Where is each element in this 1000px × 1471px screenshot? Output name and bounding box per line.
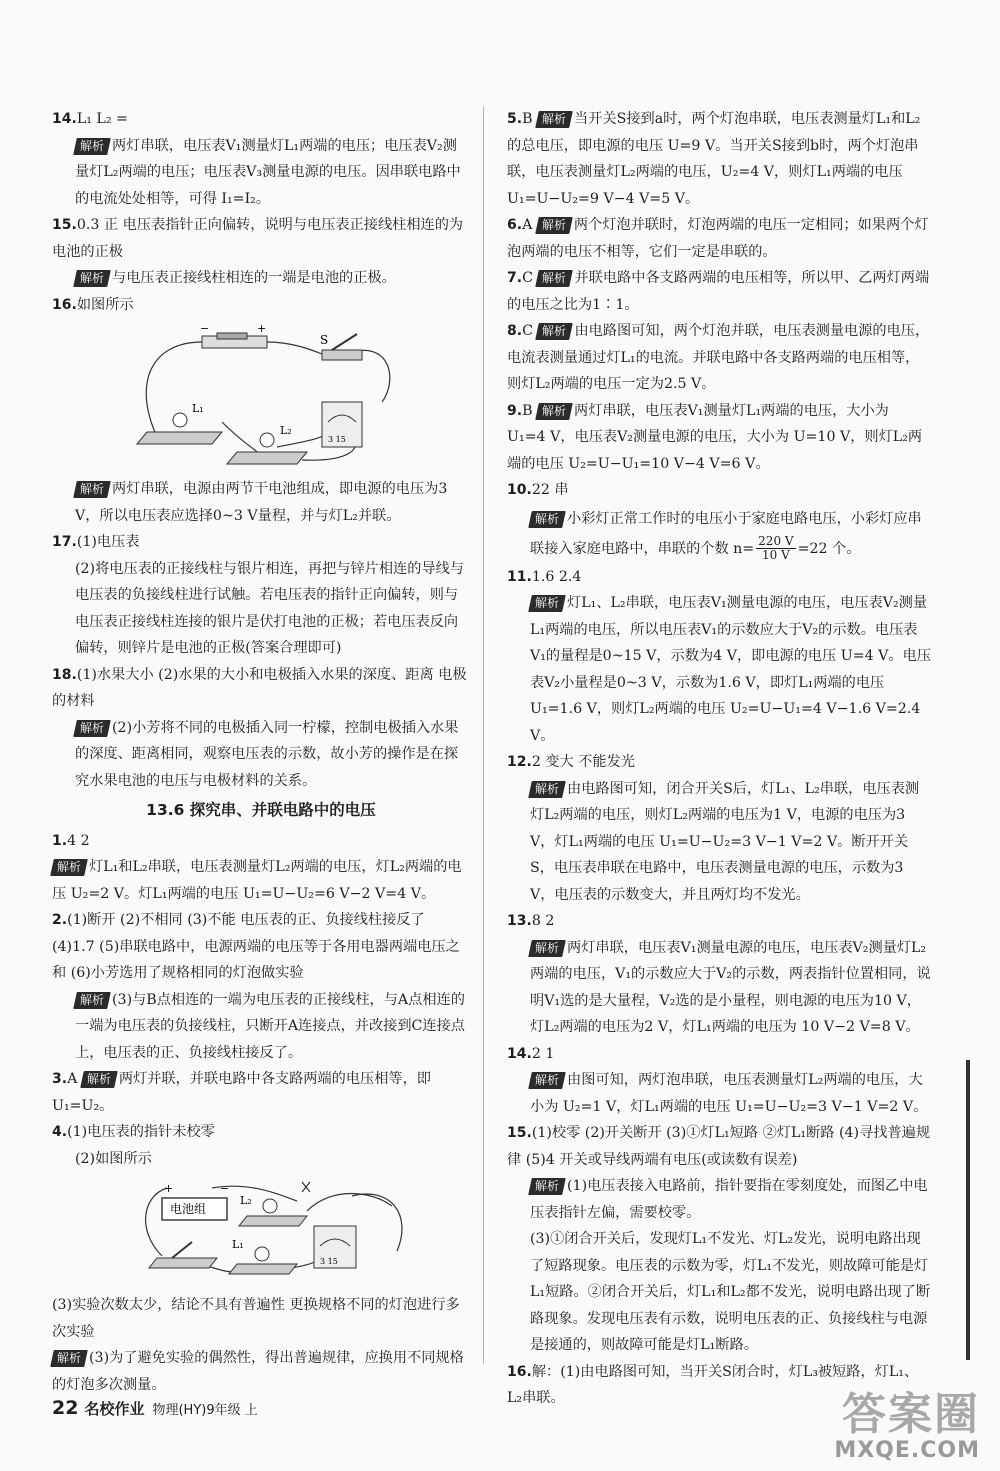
question-number: 8. bbox=[507, 323, 523, 339]
column-divider bbox=[483, 106, 484, 1364]
question-number: 16. bbox=[507, 1363, 532, 1380]
analysis-text: 小彩灯正常工作时的电压小于家庭电路电压，小彩灯应串联接入家庭电路中，串联的个数 n= bbox=[530, 510, 922, 557]
question-number: 4. bbox=[52, 1124, 68, 1140]
question-number: 2. bbox=[52, 912, 68, 928]
section-title: 13.6 探究串、并联电路中的电压 bbox=[146, 801, 376, 819]
analysis-text: (3)①闭合开关后，发现灯L₁不发光、灯L₂发光，说明电路出现了短路现象。电压表的示数为零，灯L₁不发光，则故障可能是灯L₁短路。②闭合开关后，灯L₁和L₂都不发光，说明电路出现了断路现象。发现电压表有示数，说明电压表的正、负接线柱与电源是接通的，则故障可能是灯L₁断路。 bbox=[530, 1231, 931, 1353]
analysis-badge: 解析 bbox=[536, 270, 574, 287]
question-number: 7. bbox=[507, 270, 523, 286]
answer-r6 bbox=[507, 212, 931, 265]
answer-text: 解：(1)由电路图可知，当开关S闭合时，灯L₃被短路，灯L₁、L₂串联。 bbox=[507, 1363, 919, 1406]
question-number: 3. bbox=[52, 1071, 68, 1087]
answer-s2 bbox=[52, 907, 470, 1066]
answer-s1 bbox=[52, 828, 470, 908]
analysis-text: 两灯串联，电压表V₁测量电源的电压，电压表V₂测量灯L₂两端的电压，V₁的示数应大于V₂的示数，两表指针位置相同，说明V₁选的是大量程，V₂选的是小量程，则电源的电压为10 V，灯L₂两端的电压为2 V，灯L₁两端的电压为 10 V−2 V=8 V。 bbox=[530, 939, 931, 1035]
analysis-text: (3)与B点相连的一端为电压表的正接线柱，与A点相连的一端为电压表的负接线柱，只断开A连接点，并改接到C连接点上，电压表的正、负接线柱接反了。 bbox=[75, 991, 465, 1061]
answer-15 bbox=[52, 212, 470, 292]
fig-label-L2: L₂ bbox=[280, 424, 292, 437]
fig-label-L1: L₁ bbox=[232, 1238, 244, 1251]
fig-label-meter: 3 15 bbox=[320, 1257, 338, 1266]
answer-text: (1)电压表的指针未校零 bbox=[67, 1124, 215, 1140]
question-number: 15. bbox=[507, 1125, 532, 1141]
answer-r5 bbox=[507, 106, 931, 212]
right-column bbox=[507, 106, 931, 1412]
analysis-text: 两个灯泡并联时，灯泡两端的电压一定相同；如果两个灯泡两端的电压不相等，它们一定是串联的。 bbox=[507, 217, 929, 260]
analysis-text: (3)为了避免实验的偶然性，得出普遍规律，应换用不同规格的灯泡多次测量。 bbox=[52, 1350, 464, 1393]
watermark bbox=[834, 1391, 980, 1463]
fig-label-plus: + bbox=[257, 322, 267, 335]
analysis-badge: 解析 bbox=[535, 111, 573, 128]
question-number: 12. bbox=[507, 754, 532, 770]
answer-text: A bbox=[67, 1071, 78, 1087]
answer-s4 bbox=[52, 1119, 470, 1398]
question-number: 17. bbox=[52, 534, 77, 550]
analysis-badge: 解析 bbox=[528, 1178, 566, 1195]
answer-text: 0.3 正 电压表指针正向偏转，说明与电压表正接线柱相连的为电池的正极 bbox=[52, 217, 464, 260]
analysis-badge: 解析 bbox=[50, 859, 88, 876]
fig-label-battery: 电池组 bbox=[170, 1202, 207, 1216]
answer-r10 bbox=[507, 477, 931, 564]
analysis-badge: 解析 bbox=[528, 781, 566, 798]
fig-label-switch: S bbox=[320, 333, 329, 347]
answer-text: B bbox=[522, 111, 533, 127]
answer-text: (2)如图所示 bbox=[75, 1150, 152, 1167]
answer-text: (3)实验次数太少，结论不具有普遍性 更换规格不同的灯泡进行多次实验 bbox=[52, 1297, 460, 1340]
question-number: 18. bbox=[52, 666, 77, 683]
answer-text: 22 串 bbox=[531, 482, 569, 498]
question-number: 5. bbox=[507, 111, 523, 127]
analysis-text: 由电路图可知，闭合开关S后，灯L₁、L₂串联，电压表测灯L₂两端的电压，则灯L₂两端的电压为1 V，电源的电压为3 V，灯L₁两端的电压 U₁=U−U₂=3 V−1 V=2 V。断开开关S，电压表串联在电路中，电压表测量电源的电压，示数为3 V，电压表的示数变大，并且两灯均不发光。 bbox=[530, 780, 920, 903]
answer-17 bbox=[52, 529, 470, 662]
fig-label-plus: + bbox=[164, 1182, 174, 1195]
watermark-url: MXQE.COM bbox=[834, 1438, 980, 1463]
answer-text: 如图所示 bbox=[76, 296, 134, 313]
answer-text: (1)电压表 bbox=[76, 534, 140, 550]
fraction-numerator: 220 V bbox=[758, 534, 794, 548]
analysis-text: (1)电压表接入电路前，指针要指在零刻度处，而图乙中电压表指针左偏，需要校零。 bbox=[530, 1178, 928, 1221]
question-number: 14. bbox=[52, 111, 77, 127]
answer-text: (2)将电压表的正接线柱与银片相连，再把与锌片相连的导线与电压表的负接线柱进行试触。若电压表的指针正向偏转，则与电压表正接线柱连接的银片是伏打电池的正极；若电压表反向偏转，则锌片是电池的正极(答案合理即可) bbox=[75, 560, 464, 656]
analysis-badge: 解析 bbox=[50, 1350, 88, 1367]
analysis-text: 两灯串联，电压表V₁测量灯L₁两端的电压；电压表V₂测量灯L₂两端的电压；电压表V₃测量电源的电压。因串联电路中的电流处处相等，可得 I₁=I₂。 bbox=[75, 137, 461, 207]
question-number: 13. bbox=[507, 913, 532, 929]
page-footer bbox=[52, 1395, 258, 1425]
watermark-logo: 答案圈 bbox=[842, 1389, 980, 1440]
answer-16 bbox=[52, 292, 470, 530]
analysis-badge: 解析 bbox=[73, 720, 111, 737]
fig-label-meter: 3 15 bbox=[328, 435, 346, 444]
analysis-text: 并联电路中各支路两端的电压相等，所以甲、乙两灯两端的电压之比为1∶1。 bbox=[507, 270, 930, 313]
fig-label-minus: − bbox=[220, 1182, 230, 1195]
fraction-denominator: 10 V bbox=[761, 548, 790, 562]
book-title: 名校作业 bbox=[84, 1400, 145, 1418]
analysis-badge: 解析 bbox=[528, 595, 566, 612]
answer-s3 bbox=[52, 1066, 470, 1119]
fig-label-L2: L₂ bbox=[240, 1194, 252, 1207]
analysis-text: 与电压表正接线柱相连的一端是电池的正极。 bbox=[112, 270, 396, 286]
analysis-badge: 解析 bbox=[528, 1072, 566, 1089]
analysis-text: 由图可知，两灯泡串联，电压表测量灯L₂两端的电压，大小为 U₂=1 V，灯L₁两端的电压 U₁=U−U₂=3 V−1 V=2 V。 bbox=[530, 1072, 928, 1115]
answer-text: 1.6 2.4 bbox=[531, 568, 582, 585]
question-number: 11. bbox=[507, 568, 532, 585]
question-number: 14. bbox=[507, 1045, 532, 1062]
answer-r7 bbox=[507, 265, 931, 318]
answer-r14 bbox=[507, 1041, 931, 1121]
answer-text: 2 1 bbox=[531, 1045, 555, 1062]
analysis-badge: 解析 bbox=[528, 511, 566, 528]
answer-text: 8 2 bbox=[531, 913, 555, 929]
answer-r11 bbox=[507, 564, 931, 750]
fig-label-minus: − bbox=[200, 322, 210, 335]
circuit-diagram bbox=[52, 1176, 470, 1288]
answer-r8 bbox=[507, 318, 931, 398]
answer-r9 bbox=[507, 398, 931, 478]
answer-r15 bbox=[507, 1120, 931, 1359]
subject-label: 物理(HY)9年级 上 bbox=[152, 1403, 258, 1418]
question-number: 15. bbox=[52, 217, 77, 233]
question-number: 1. bbox=[52, 832, 68, 849]
analysis-badge: 解析 bbox=[528, 940, 566, 957]
answer-18 bbox=[52, 662, 470, 795]
answer-text: (1)断开 (2)不相同 (3)不能 电压表的正、负接线柱接反了 (4)1.7 (5)串联电路中，电源两端的电压等于各用电器两端电压之和 (6)小芳选用了规格相同的灯泡做实验 bbox=[52, 912, 460, 981]
answer-r13 bbox=[507, 908, 931, 1041]
analysis-text: 两灯串联，电源由两节干电池组成，即电源的电压为3 V，所以电压表应选择0~3 V量程，并与灯L₂并联。 bbox=[75, 481, 448, 524]
page-edge-bar bbox=[966, 1060, 970, 1360]
left-column bbox=[52, 106, 470, 1398]
question-number: 10. bbox=[507, 482, 532, 498]
circuit-figure-s4 bbox=[52, 1176, 470, 1288]
answer-text: L₁ L₂ = bbox=[76, 111, 128, 127]
analysis-badge: 解析 bbox=[535, 403, 573, 420]
answer-text: A bbox=[522, 217, 533, 233]
analysis-text: =22 个。 bbox=[797, 540, 861, 557]
circuit-diagram bbox=[52, 322, 470, 472]
analysis-text: 灯L₁和L₂串联，电压表测量灯L₂两端的电压，灯L₂两端的电压 U₂=2 V。灯L₁两端的电压 U₁=U−U₂=6 V−2 V=4 V。 bbox=[52, 859, 462, 902]
analysis-badge: 解析 bbox=[535, 217, 573, 234]
answer-text: C bbox=[522, 323, 533, 339]
analysis-badge: 解析 bbox=[73, 138, 111, 155]
answer-r12 bbox=[507, 749, 931, 908]
answer-text: 2 变大 不能发光 bbox=[531, 754, 635, 770]
analysis-badge: 解析 bbox=[73, 270, 111, 287]
answer-text: B bbox=[522, 402, 533, 419]
fig-label-L1: L₁ bbox=[192, 402, 204, 415]
answer-text: (1)水果大小 (2)水果的大小和电极插入水果的深度、距离 电极的材料 bbox=[52, 666, 467, 709]
analysis-badge: 解析 bbox=[73, 992, 111, 1009]
answer-text: C bbox=[522, 270, 533, 286]
fraction bbox=[756, 535, 795, 562]
analysis-text: 灯L₁、L₂串联，电压表V₁测量电源的电压，电压表V₂测量L₁两端的电压，所以电压表V₁的示数应大于V₂的示数。电压表V₁的量程是0~15 V，示数为4 V，即电源的电压 U=4 V。电压表V₂小量程是0~3 V，示数为1.6 V，即灯L₁两端的电压 U₁=1.6 V，则灯L₂两端的电压 U₂=U−U₁=4 V−1.6 V=2.4 V。 bbox=[530, 595, 931, 744]
question-number: 9. bbox=[507, 402, 523, 419]
circuit-figure-16 bbox=[52, 322, 470, 472]
answer-text: (1)校零 (2)开关断开 (3)①灯L₁短路 ②灯L₁断路 (4)寻找普遍规律 (5)4 开关或导线两端有电压(或读数有误差) bbox=[507, 1125, 931, 1168]
question-number: 16. bbox=[52, 296, 77, 313]
page-number: 22 bbox=[52, 1397, 79, 1419]
answer-text: 4 2 bbox=[67, 832, 90, 849]
question-number: 6. bbox=[507, 217, 523, 233]
analysis-text: 当开关S接到a时，两个灯泡串联，电压表测量灯L₁和L₂的总电压，即电源的电压 U=9 V。当开关S接到b时，两个灯泡串联，电压表测量灯L₂两端的电压，U₂=4 V，则灯L₁两端的电压 U₁=U−U₂=9 V−4 V=5 V。 bbox=[507, 111, 921, 207]
analysis-text: (2)小芳将不同的电极插入同一柠檬，控制电极插入水果的深度、距离相同，观察电压表的示数，故小芳的操作是在探究水果电池的电压与电极材料的关系。 bbox=[75, 719, 459, 789]
analysis-text: 两灯并联，并联电路中各支路两端的电压相等，即 U₁=U₂。 bbox=[52, 1071, 431, 1114]
analysis-text: 由电路图可知，两个灯泡并联，电压表测量电源的电压，电流表测量通过灯L₁的电流。并联电路中各支路两端的电压相等，则灯L₂两端的电压一定为2.5 V。 bbox=[507, 323, 930, 392]
analysis-text: 两灯串联，电压表V₁测量灯L₁两端的电压，大小为 U₁=4 V，电压表V₂测量电源的电压，大小为 U=10 V，则灯L₂两端的电压 U₂=U−U₁=10 V−4 V=6 V。 bbox=[507, 402, 923, 472]
analysis-badge: 解析 bbox=[80, 1071, 118, 1088]
analysis-badge: 解析 bbox=[536, 323, 574, 340]
answer-14 bbox=[52, 106, 470, 212]
analysis-badge: 解析 bbox=[73, 481, 111, 498]
